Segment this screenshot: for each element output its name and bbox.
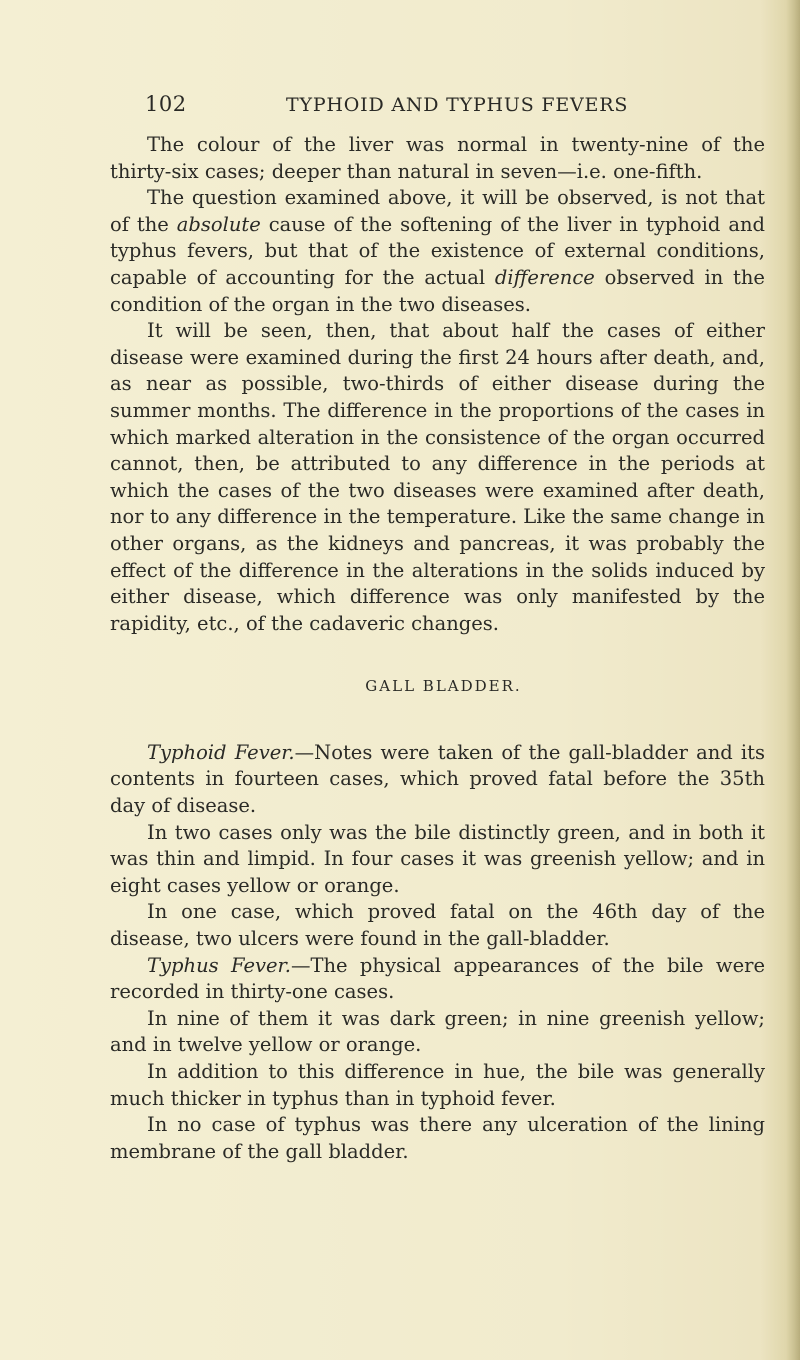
page-number: 102 [145, 92, 187, 116]
page-header [0, 92, 800, 122]
paragraph-typhoid-fever [110, 740, 765, 820]
paragraph-liver-colour: The colour of the liver was normal in twenty-nine of the thirty-six cases; deeper than natural in seven—i.e. one-fifth. [110, 133, 765, 183]
running-title: TYPHOID AND TYPHUS FEVERS [286, 94, 629, 116]
italic-typhus-fever: Typhus Fever. [147, 953, 291, 977]
paragraph-no-ulceration: In no case of typhus was there any ulceration of the lining membrane of the gall bladder. [110, 1113, 765, 1163]
paragraph-bile-green: In two cases only was the bile distinctly green, and in both it was thin and limpid. In four cases it was greenish yellow; and in eight cases yellow or orange. [110, 820, 765, 897]
paragraph-typhus-fever [110, 953, 765, 1006]
paragraph-half-the-cases: It will be seen, then, that about half the cases of either disease were examined during the first 24 hours after death, and, as near as possible, two-thirds of either disease during the summer months. The difference in the proportions of the cases in which marked alteration in the consistence of the organ occurred cannot, then, be attributed to any difference in the periods at which the cases of the two diseases were examined after death, nor to any difference in the temperature. Like the same change in other organs, as the kidneys and pancreas, it was probably the effect of the difference in the alterations in the solids induced by either disease, which difference was only manifested by the rapidity, etc., of the cadaveric changes. [110, 319, 765, 635]
paragraph-ulcers: In one case, which proved fatal on the 46th day of the disease, two ulcers were found in the gall-bladder. [110, 900, 765, 951]
section-heading: GALL BLADDER. [365, 677, 522, 696]
text-segment: cause of the softening of the liver in typhoid and typhus fevers, but that of the existence of external conditions, capable of accounting for the actual [110, 212, 765, 289]
text-segment: —Notes were taken of the gall-bladder and its contents in fourteen cases, which proved fatal before the 35th day of disease. [110, 740, 765, 818]
italic-absolute: absolute [176, 212, 261, 236]
italic-typhoid-fever: Typhoid Fever. [147, 740, 295, 764]
paragraph-nine-dark-green: In nine of them it was dark green; in nine greenish yellow; and in twelve yellow or orange. [110, 1006, 765, 1057]
paragraph-hue-difference: In addition to this difference in hue, the bile was generally much thicker in typhus than in typhoid fever. [110, 1060, 765, 1110]
body-text [110, 132, 765, 1165]
page-edge-shadow [786, 0, 800, 1360]
text-segment: —The physical appearances of the bile were recorded in thirty-one cases. [110, 953, 765, 1004]
italic-difference: difference [494, 265, 595, 289]
paragraph-question-examined [110, 185, 765, 318]
text-segment: The question examined above, it will be observed, is not that of the [110, 186, 765, 236]
text-segment: observed in the condition of the organ in the two diseases. [110, 265, 765, 316]
